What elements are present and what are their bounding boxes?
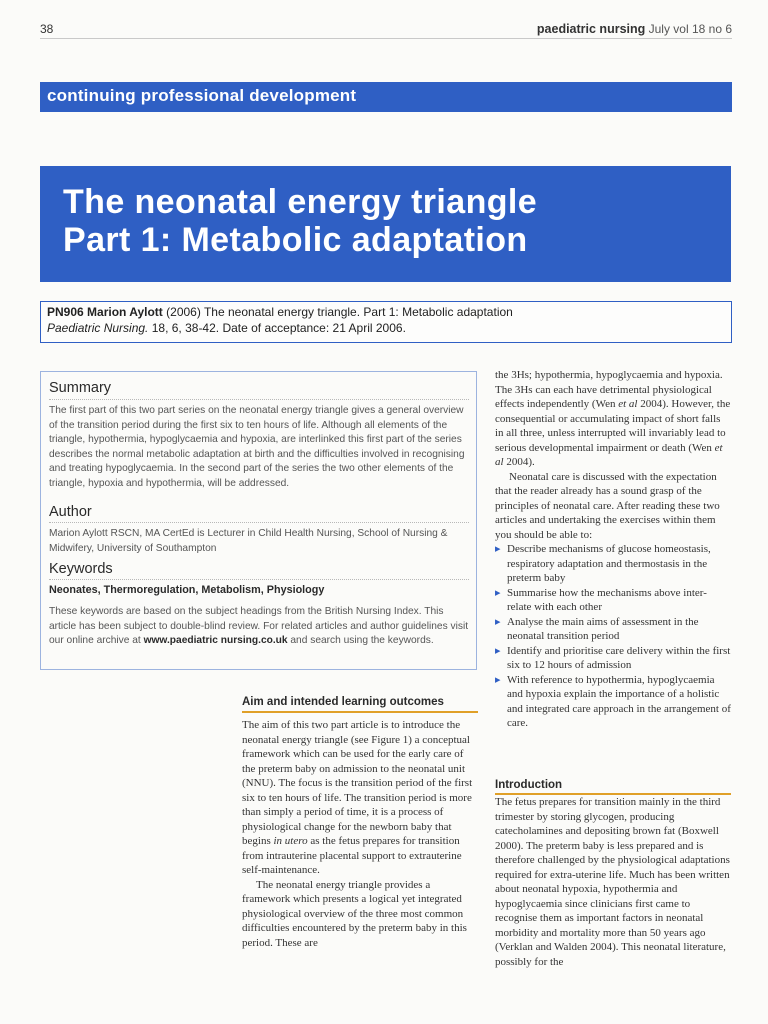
issue-info: July vol 18 no 6 xyxy=(648,22,732,36)
aims-heading-rule xyxy=(242,711,478,713)
aims-heading: Aim and intended learning outcomes xyxy=(242,696,444,708)
archive-link[interactable]: www.paediatric nursing.co.uk xyxy=(143,635,288,646)
introduction-text: The fetus prepares for transition mainly in the third trimester by storing glycogen, producing catecholamines and depositing brown fat (Boxwell 2000). The preterm baby is less prepared and is therefore challenged by the physiological adaptations required for extra-uterine life. Much has been written about neonatal hypoxia, hypothermia and hypoglycaemia since clinicians first came to recognise them as important factors in neonatal morbidity and mortality more than 50 years ago (Verklan and Walden 2004). This neonatal literature, possibly for the xyxy=(495,796,730,968)
right-paragraph-1 xyxy=(495,368,731,470)
keywords-note xyxy=(49,605,473,649)
author-text: Marion Aylott RSCN, MA CertEd is Lecturer in Child Health Nursing, School of Nursing & Midwifery, University of Southampton xyxy=(49,528,448,554)
page-number: 38 xyxy=(40,22,54,36)
right-p1-text-a: the 3Hs; hypothermia, hypoglycaemia and hypoxia. The 3Hs can each have detrimental physiological effects independently (Wen xyxy=(495,369,723,410)
citation-line-1 xyxy=(47,305,513,319)
aims-p1-emphasis: in utero xyxy=(273,835,308,847)
right-p1-em-1: et al xyxy=(618,398,638,410)
citation-details: 18, 6, 38-42. Date of acceptance: 21 April 2006. xyxy=(151,321,406,335)
list-item: ▸ Describe mechanisms of glucose homeostasis, respiratory adaptation and thermostasis in the preterm baby xyxy=(495,542,731,586)
list-item: ▸ With reference to hypothermia, hypoglycaemia and hypoxia explain the importance of a holistic and integrated care approach in the arrangement of care. xyxy=(495,673,731,731)
aims-p1-text-end: as the fetus prepares for transition from intrauterine placental support to extrauterine self-maintenance. xyxy=(242,835,462,876)
learning-outcomes-list xyxy=(495,542,731,731)
article-title-line-1: The neonatal energy triangle xyxy=(63,183,538,221)
journal-name: paediatric nursing xyxy=(536,22,646,36)
aims-body xyxy=(242,718,478,950)
citation-code-author: PN906 Marion Aylott xyxy=(47,305,163,319)
section-banner-label: continuing professional development xyxy=(47,86,357,105)
aims-paragraph-2: The neonatal energy triangle provides a framework which presents a logical yet integrated physiological overview of the three most common difficulties encountered by the preterm baby in this period. These are xyxy=(242,878,467,949)
list-item: ▸ Analyse the main aims of assessment in the neonatal transition period xyxy=(495,615,731,644)
right-p1-text-b: 2004). However, the consequential or accumulating impact of short falls in all three, unless interrupted will invariably lead to serious developmental impairment or death (Wen xyxy=(495,398,731,454)
author-heading: Author xyxy=(49,504,92,520)
summary-text: The first part of this two part series on the neonatal energy triangle gives a general overview of the transition period during the first six to ten hours of life. Although all elements of the triangle, hypothermia, hypoglycaemia and hypoxia, are interlinked this first part of the series describes the normal metabolic adaptation at birth and the difficulties involved in recognising and treating hypoglycaemia. In the second part of the series the two other elements of the triangle, hypoxia and hypothermia, will be addressed. xyxy=(49,405,465,489)
keywords-rule xyxy=(49,579,469,580)
aims-paragraph-1 xyxy=(242,718,478,878)
right-paragraph-2: Neonatal care is discussed with the expectation that the reader already has a sound grasp of the principles of neonatal care. After reading these two articles and undertaking the exercises within them you should be able to: xyxy=(495,470,720,541)
introduction-heading: Introduction xyxy=(495,779,563,791)
summary-rule xyxy=(49,399,469,400)
list-item: ▸ Identify and prioritise care delivery within the first six to 12 hours of admission xyxy=(495,644,731,673)
header-rule xyxy=(40,38,732,39)
keywords-heading: Keywords xyxy=(49,561,113,577)
citation-text: (2006) The neonatal energy triangle. Part 1: Metabolic adaptation xyxy=(166,305,513,319)
running-header xyxy=(537,22,732,36)
citation-journal: Paediatric Nursing. xyxy=(47,321,149,335)
citation-line-2 xyxy=(47,321,406,335)
right-p1-text-c: 2004). xyxy=(503,456,535,468)
list-item: ▸ Summarise how the mechanisms above inter-relate with each other xyxy=(495,586,731,615)
author-rule xyxy=(49,522,469,523)
keywords-list: Neonates, Thermoregulation, Metabolism, Physiology xyxy=(49,584,325,596)
article-title-line-2: Part 1: Metabolic adaptation xyxy=(63,221,528,259)
aims-p1-text: The aim of this two part article is to introduce the neonatal energy triangle (see Figure 1) a conceptual framework which can be used for the early care of the preterm baby on admission to the neonatal unit (NNU). The focus is the transition period of the first six to ten hours of life. The transition period is more than simply a period of time, it is a process of physiological change for the newborn baby that begins xyxy=(242,719,473,847)
summary-heading: Summary xyxy=(49,380,112,396)
keywords-note-text: These keywords are based on the subject headings from the British Nursing Index. This article has been subject to double-blind review. For related articles and author guidelines visit our online archive at xyxy=(49,606,469,646)
right-p1-em-2: et al xyxy=(495,441,723,468)
right-column xyxy=(495,368,731,731)
keywords-note-end: and search using the keywords. xyxy=(287,635,434,646)
